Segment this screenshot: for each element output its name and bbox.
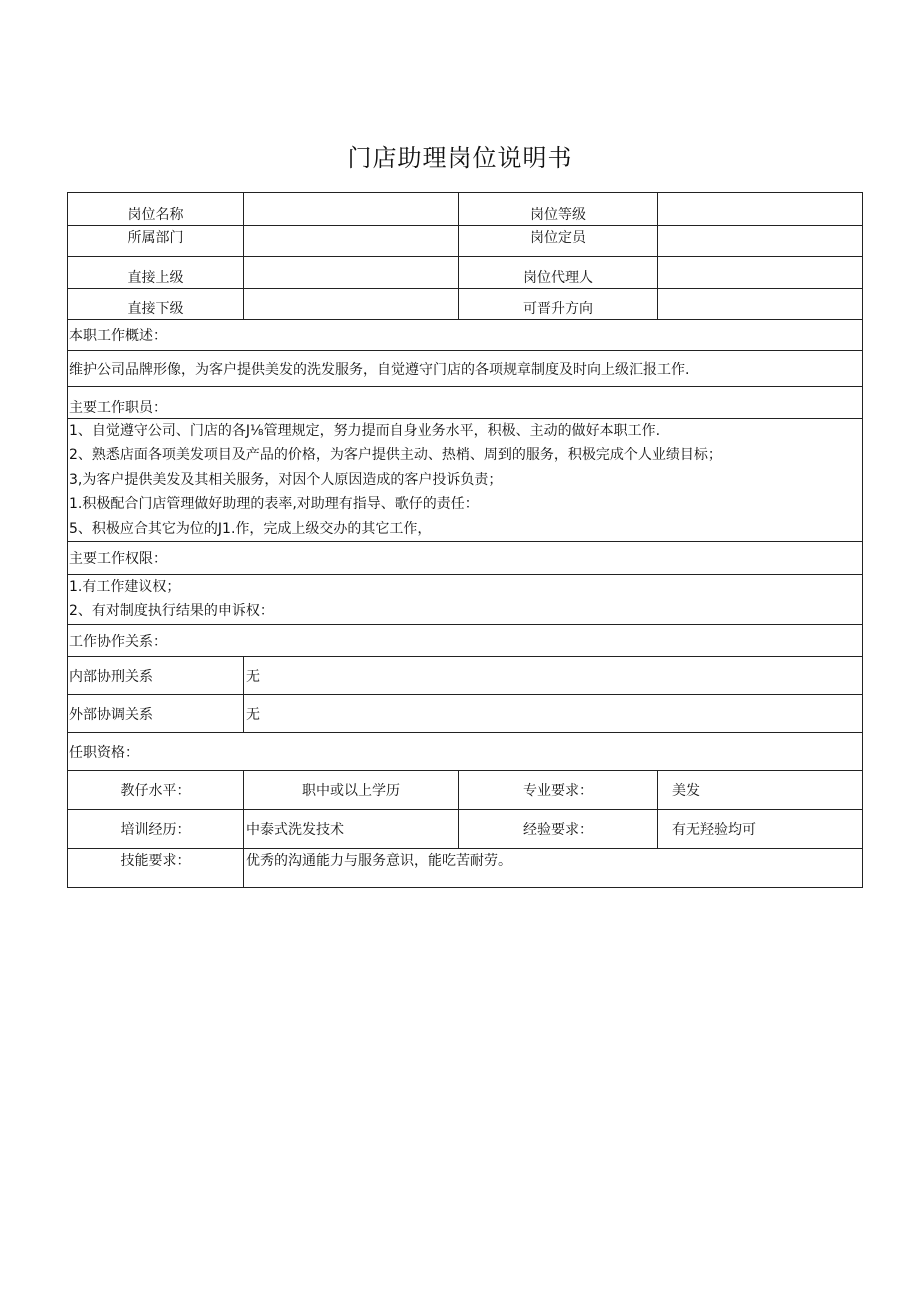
responsibility-item: 1.积极配合门店管理做好助理的表率,对助理有指导、歌仔的责任： [69,496,479,513]
headcount-label: 岗位定员 [459,226,658,257]
row-skills [68,849,863,888]
row-education [68,771,863,810]
responsibilities-heading: 主要工作职员： [68,387,863,419]
row-direct-subordinate [68,289,863,320]
training-label: 培训经历： [68,810,244,849]
row-external-collaboration [68,695,863,733]
authority-item: 1.有工作建议权； [69,579,181,596]
experience-value: 有无羟验均可 [658,810,863,849]
skills-value: 优秀的沟通能力与服务意识，能吃苦耐劳。 [244,849,863,888]
authority-list [68,575,863,625]
row-direct-superior [68,257,863,289]
row-qualifications-heading [68,733,863,771]
authority-item: 2、有对制度执行结果的申诉权： [69,603,274,620]
direct-subordinate-label: 直接下级 [68,289,244,320]
responsibility-item: 2、熟悉店面各项美发项目及产品的价格，为客户提供主动、热梢、周到的服务，积极完成个人业绩目标； [69,447,722,464]
page-title: 门店助理岗位说明书 [347,144,573,172]
direct-subordinate-value [244,289,459,320]
responsibility-item: 3,为客户提供美发及其相关服务，对因个人原因造成的客户投诉负责； [69,471,503,488]
responsibility-item: 1、自觉遵守公司、门店的各J⅛管理规定，努力提而自身业务水平，积极、主动的做好本职工作. [69,423,661,439]
education-label: 教仔水平： [68,771,244,810]
major-label: 专业要求： [459,771,658,810]
external-collaboration-label: 外部协调关系 [68,695,244,733]
education-value: 职中或以上学历 [244,771,459,810]
row-authority-heading [68,542,863,575]
job-description-table [67,192,863,888]
department-value [244,226,459,257]
authority-heading: 主要工作权限： [68,542,863,575]
collaboration-heading: 工作协作关系： [68,625,863,657]
promotion-value [658,289,863,320]
training-value: 中泰式洗发技术 [244,810,459,849]
row-department [68,226,863,257]
responsibility-item: 5、积极应合其它为位的J1.作，完成上级交办的其它工作， [69,520,432,537]
position-name-label: 岗位名称 [68,193,244,226]
position-level-label: 岗位等级 [459,193,658,226]
deputy-label: 岗位代理人 [459,257,658,289]
position-level-value [658,193,863,226]
row-responsibilities-list [68,419,863,542]
row-internal-collaboration [68,657,863,695]
row-overview-heading [68,320,863,351]
headcount-value [658,226,863,257]
external-collaboration-value: 无 [244,695,863,733]
direct-superior-value [244,257,459,289]
overview-heading: 本职工作概述： [68,320,863,351]
deputy-value [658,257,863,289]
internal-collaboration-label: 内部协刑关系 [68,657,244,695]
internal-collaboration-value: 无 [244,657,863,695]
row-overview-text [68,351,863,387]
direct-superior-label: 直接上级 [68,257,244,289]
row-authority-list [68,575,863,625]
row-position-name [68,193,863,226]
qualifications-heading: 任职资格： [68,733,863,771]
major-value: 美发 [658,771,863,810]
overview-text: 维护公司品牌形像，为客户提供美发的洗发服务，自觉遵守门店的各项规章制度及时向上级汇报工作. [68,351,863,387]
experience-label: 经验要求： [459,810,658,849]
row-training [68,810,863,849]
row-collaboration-heading [68,625,863,657]
skills-label: 技能要求： [68,849,244,888]
row-responsibilities-heading [68,387,863,419]
responsibilities-list [68,419,863,542]
department-label: 所属部门 [68,226,244,257]
position-name-value [244,193,459,226]
promotion-label: 可晋升方向 [459,289,658,320]
